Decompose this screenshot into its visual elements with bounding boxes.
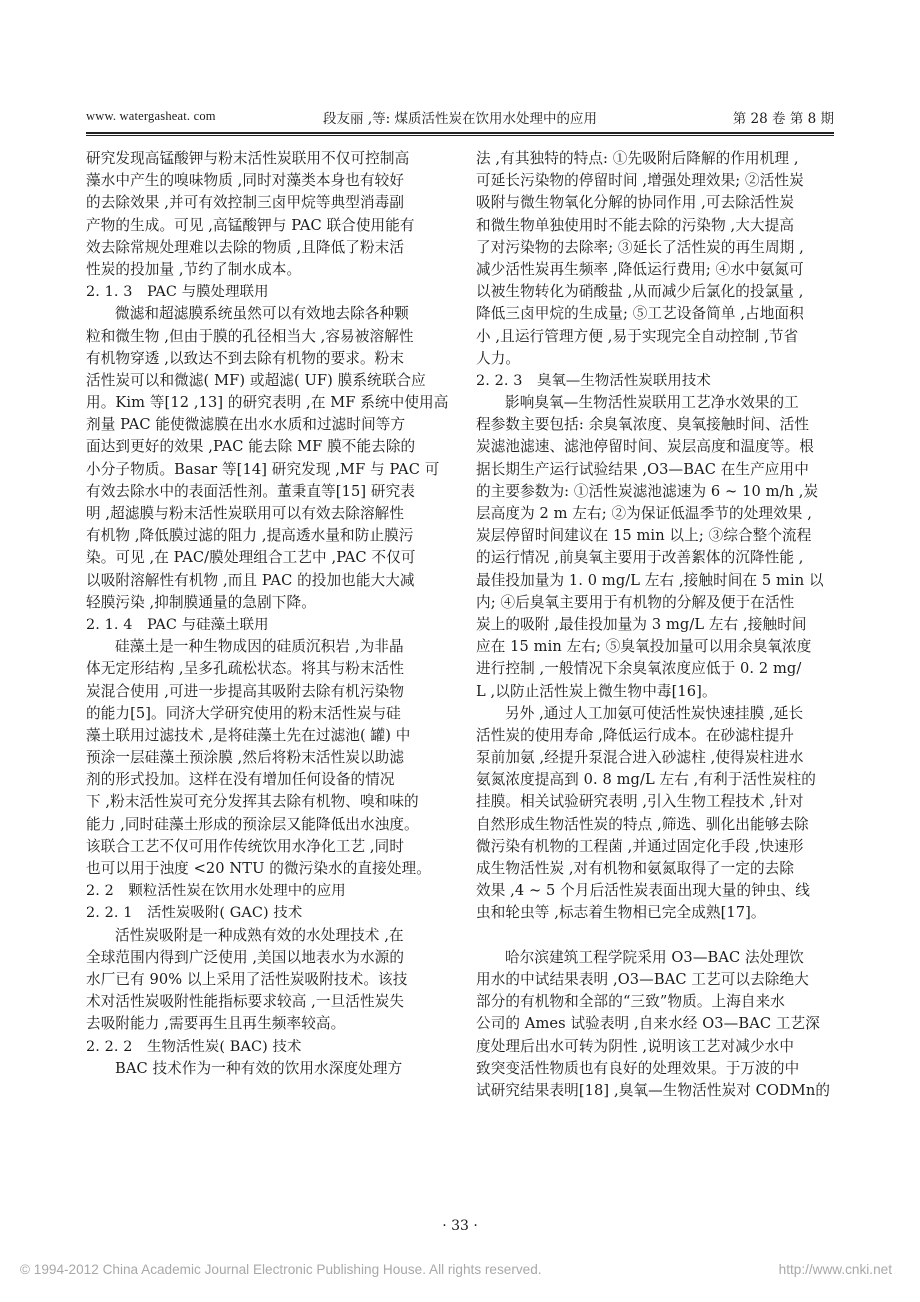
text-line: 效果 ,4 ~ 5 个月后活性炭表面出现大量的钟虫、线 [476, 882, 810, 900]
text-line: 全球范围内得到广泛使用 ,美国以地表水为水源的 [86, 948, 405, 966]
text-line: 的去除效果 ,并可有效控制三卤甲烷等典型消毒副 [86, 194, 405, 212]
text-line: 度处理后出水可转为阴性 ,说明该工艺对减少水中 [476, 1037, 795, 1055]
text-line: 以吸附溶解性有机物 ,而且 PAC 的投加也能大大减 [86, 571, 415, 589]
text-line: 炭滤池滤速、滤池停留时间、炭层高度和温度等。根 [476, 438, 814, 456]
running-header [86, 107, 834, 129]
text-line: 炭层停留时间建议在 15 min 以上; ③综合整个流程 [476, 527, 812, 545]
text-line: 藻土联用过滤技术 ,是将硅藻土先在过滤池( 罐) 中 [86, 726, 411, 744]
text-line [476, 925, 848, 947]
header-rule-thick [86, 132, 834, 134]
text-line: 层高度为 2 m 左右; ②为保证低温季节的处理效果 , [476, 505, 812, 522]
section-heading: 2. 2. 3 臭氧—生物活性炭联用技术 [476, 372, 711, 389]
text-line: 微污染有机物的工程菌 ,并通过固定化手段 ,快速形 [476, 837, 804, 855]
text-line: 剂的形式投加。这样在没有增加任何设备的情况 [86, 771, 395, 789]
text-line: 氨氮浓度提高到 0. 8 mg/L 左右 ,有利于活性炭柱的 [476, 771, 816, 789]
text-line: 虫和轮虫等 ,标志着生物相已完全成熟[17]。 [476, 904, 766, 922]
text-line: 水厂已有 90% 以上采用了活性炭吸附技术。该技 [86, 970, 408, 988]
journal-website: www. watergasheat. com [86, 109, 216, 123]
text-line: 法 ,有其独特的特点: ①先吸附后降解的作用机理 , [476, 150, 799, 167]
text-line: 术对活性炭吸附性能指标要求较高 ,一旦活性炭失 [86, 993, 405, 1011]
text-line: 吸附与微生物氧化分解的协同作用 ,可去除活性炭 [476, 194, 795, 212]
text-line: 人力。 [476, 349, 521, 367]
text-line: 能力 ,同时硅藻土形成的预涂层又能降低出水浊度。 [86, 815, 419, 833]
right-text-column [476, 148, 848, 1102]
article-running-title: 段友丽 ,等: 煤质活性炭在饮用水处理中的应用 [323, 111, 597, 127]
text-line: 研究发现高锰酸钾与粉末活性炭联用不仅可控制高 [86, 150, 410, 167]
text-line: 减少活性炭再生频率 ,降低运行费用; ④水中氨氮可 [476, 260, 804, 278]
text-line: 程参数主要包括: 余臭氧浓度、臭氧接触时间、活性 [476, 416, 810, 434]
text-line: 致突变活性物质也有良好的处理效果。于万波的中 [476, 1059, 800, 1077]
text-line: 下 ,粉末活性炭可充分发挥其去除有机物、嗅和味的 [86, 793, 419, 811]
section-heading: 2. 2 颗粒活性炭在饮用水处理中的应用 [86, 883, 346, 900]
text-line: 降低三卤甲烷的生成量; ⑤工艺设备简单 ,占地面积 [476, 305, 804, 323]
text-line: 挂膜。相关试验研究表明 ,引入生物工程技术 ,针对 [476, 793, 804, 811]
text-line: 预涂一层硅藻土预涂膜 ,然后将粉末活性炭以助滤 [86, 749, 405, 767]
text-line: 小 ,且运行管理方便 ,易于实现完全自动控制 ,节省 [476, 327, 799, 345]
section-heading: 2. 1. 4 PAC 与硅藻土联用 [86, 616, 269, 633]
text-line: 去吸附能力 ,需要再生且再生频率较高。 [86, 1015, 346, 1033]
text-line: 炭混合使用 ,可进一步提高其吸附去除有机污染物 [86, 682, 405, 700]
text-line: 有机物穿透 ,以致达不到去除有机物的要求。粉末 [86, 349, 405, 367]
page-number: · 33 · [442, 1218, 478, 1234]
text-line: 应在 15 min 左右; ⑤臭氧投加量可以用余臭氧浓度 [476, 638, 812, 656]
text-line: 以被生物转化为硝酸盐 ,从而减少后氯化的投氯量 , [476, 283, 804, 301]
text-line: 炭上的吸附 ,最佳投加量为 3 mg/L 左右 ,接触时间 [476, 615, 807, 633]
text-line: 泵前加氨 ,经提升泵混合进入砂滤柱 ,使得炭柱进水 [476, 749, 804, 767]
text-line: 活性炭的使用寿命 ,降低运行成本。在砂滤柱提升 [476, 726, 795, 744]
text-line: 面达到更好的效果 ,PAC 能去除 MF 膜不能去除的 [86, 438, 416, 456]
text-line: 的能力[5]。同济大学研究使用的粉末活性炭与硅 [86, 704, 401, 722]
text-line: 性炭的投加量 ,节约了制水成本。 [86, 260, 302, 278]
text-line: 明 ,超滤膜与粉末活性炭联用可以有效去除溶解性 [86, 505, 405, 522]
text-line: 部分的有机物和全部的“三致”物质。上海自来水 [476, 993, 785, 1011]
text-line: 也可以用于浊度 <20 NTU 的微污染水的直接处理。 [86, 860, 431, 877]
text-line: 和微生物单独使用时不能去除的污染物 ,大大提高 [476, 216, 795, 234]
text-line: 的运行情况 ,前臭氧主要用于改善絮体的沉降性能 , [476, 549, 804, 567]
text-line: 哈尔滨建筑工程学院采用 O3—BAC 法处理饮 [505, 948, 804, 966]
text-line: 了对污染物的去除率; ③延长了活性炭的再生周期 , [476, 238, 804, 256]
header-rule-thin [86, 135, 834, 136]
text-line: 活性炭吸附是一种成熟有效的水处理技术 ,在 [115, 926, 404, 944]
text-line: BAC 技术作为一种有效的饮用水深度处理方 [115, 1059, 403, 1077]
text-line: 公司的 Ames 试验表明 ,自来水经 O3—BAC 工艺深 [476, 1015, 820, 1033]
section-heading: 2. 2. 2 生物活性炭( BAC) 技术 [86, 1038, 302, 1055]
text-line: 效去除常规处理难以去除的物质 ,且降低了粉末活 [86, 238, 405, 256]
text-line: 据长期生产运行试验结果 ,O3—BAC 在生产应用中 [476, 460, 809, 478]
text-line: L ,以防止活性炭上微生物中毒[16]。 [476, 682, 717, 700]
text-line: 自然形成生物活性炭的特点 ,筛选、驯化出能够去除 [476, 815, 809, 833]
text-line: 影响臭氧—生物活性炭联用工艺净水效果的工 [505, 394, 799, 412]
text-line: 小分子物质。Basar 等[14] 研究发现 ,MF 与 PAC 可 [86, 460, 440, 478]
text-line: 产物的生成。可见 ,高锰酸钾与 PAC 联合使用能有 [86, 216, 415, 234]
text-line: 试研究结果表明[18] ,臭氧—生物活性炭对 CODMn的 [476, 1081, 831, 1099]
cnki-link[interactable]: http://www.cnki.net [778, 1262, 892, 1277]
text-line: 内; ④后臭氧主要用于有机物的分解及便于在活性 [476, 593, 795, 611]
volume-issue: 第 28 卷 第 8 期 [732, 111, 834, 127]
text-line: 另外 ,通过人工加氨可使活性炭快速挂膜 ,延长 [505, 704, 804, 722]
text-line: 活性炭可以和微滤( MF) 或超滤( UF) 膜系统联合应 [86, 371, 426, 389]
text-line: 最佳投加量为 1. 0 mg/L 左右 ,接触时间在 5 min 以 [476, 571, 824, 589]
text-line: 的主要参数为: ①活性炭滤池滤速为 6 ~ 10 m/h ,炭 [476, 482, 819, 500]
text-line: 有机物 ,降低膜过滤的阻力 ,提高透水量和防止膜污 [86, 527, 414, 545]
text-line: 进行控制 ,一般情况下余臭氧浓度应低于 0. 2 mg/ [476, 660, 802, 678]
text-line: 体无定形结构 ,呈多孔疏松状态。将其与粉末活性 [86, 660, 405, 678]
text-line: 可延长污染物的停留时间 ,增强处理效果; ②活性炭 [476, 172, 804, 190]
text-line: 染。可见 ,在 PAC/膜处理组合工艺中 ,PAC 不仅可 [86, 549, 416, 567]
copyright-notice: © 1994-2012 China Academic Journal Electronic Publishing House. All rights reserved. [20, 1262, 542, 1277]
text-line: 该联合工艺不仅可用作传统饮用水净化工艺 ,同时 [86, 837, 405, 855]
section-heading: 2. 1. 3 PAC 与膜处理联用 [86, 284, 269, 301]
text-line: 有效去除水中的表面活性剂。董秉直等[15] 研究表 [86, 482, 415, 500]
text-line: 用水的中试结果表明 ,O3—BAC 工艺可以去除绝大 [476, 970, 809, 988]
text-line: 微滤和超滤膜系统虽然可以有效地去除各种颗 [115, 305, 409, 323]
section-heading: 2. 2. 1 活性炭吸附( GAC) 技术 [86, 905, 303, 922]
text-line: 用。Kim 等[12 ,13] 的研究表明 ,在 MF 系统中使用高 [86, 394, 449, 412]
text-line: 藻水中产生的嗅味物质 ,同时对藻类本身也有较好 [86, 172, 405, 190]
text-line: 硅藻土是一种生物成因的硅质沉积岩 ,为非晶 [115, 638, 404, 656]
text-line: 粒和微生物 ,但由于膜的孔径相当大 ,容易被溶解性 [86, 327, 414, 345]
text-line: 成生物活性炭 ,对有机物和氨氮取得了一定的去除 [476, 860, 795, 877]
left-text-column [86, 148, 458, 1080]
text-line: 剂量 PAC 能使微滤膜在出水水质和过滤时间等方 [86, 416, 406, 434]
text-line: 轻膜污染 ,抑制膜通量的急剧下降。 [86, 593, 316, 611]
